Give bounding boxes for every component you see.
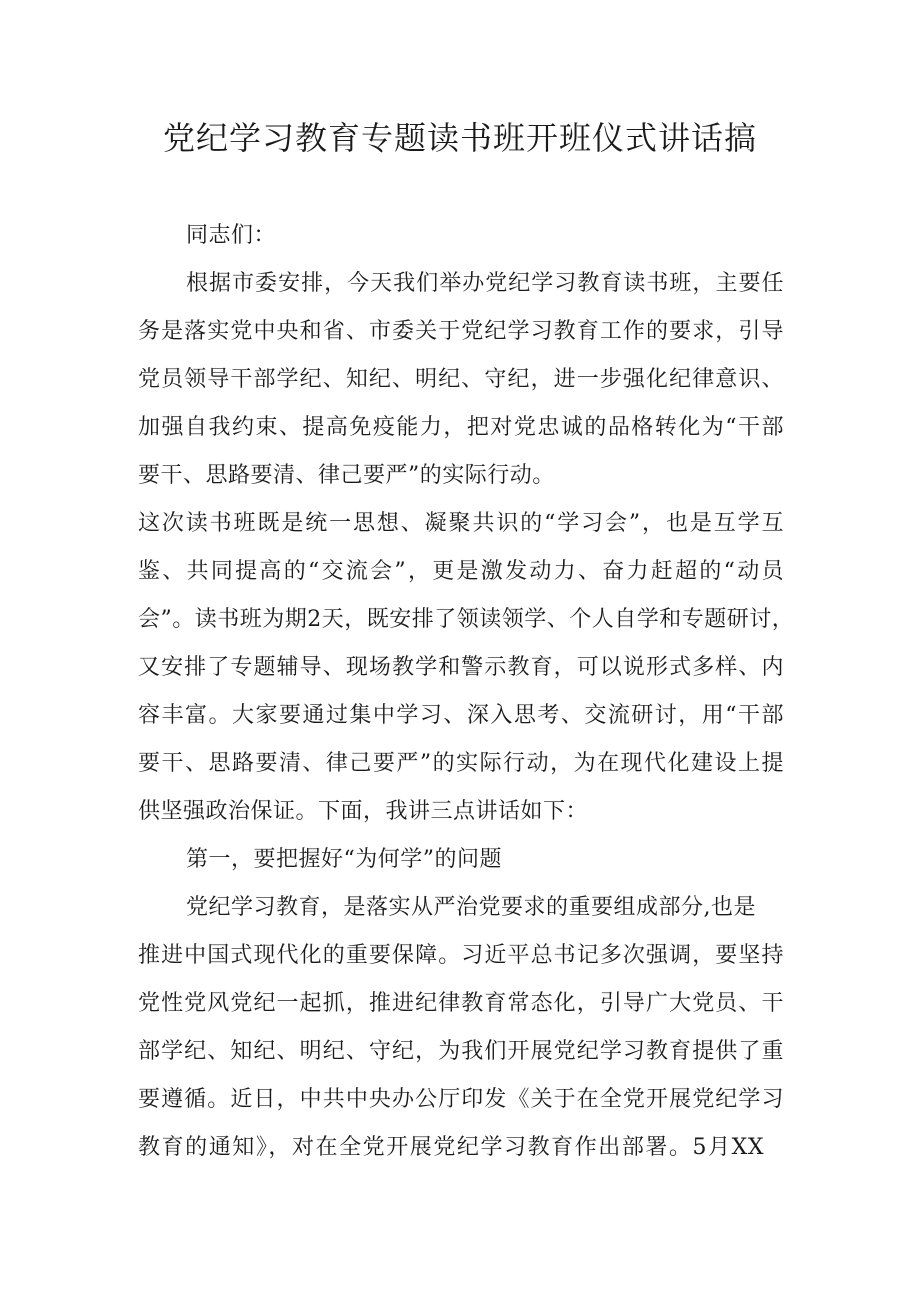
paragraph-2-line: 容丰富。大家要通过集中学习、深入思考、交流研讨，用“干部 xyxy=(138,703,784,728)
paragraph-3-line: 党性党风党纪一起抓，推进纪律教育常态化，引导广大党员、干 xyxy=(138,991,784,1016)
section-heading: 第一，要把握好“为何学”的问题 xyxy=(186,847,502,872)
paragraph-3-line: 教育的通知》，对在全党开展党纪学习教育作出部署。5月XX xyxy=(138,1135,764,1160)
salutation: 同志们： xyxy=(186,223,277,248)
paragraph-3-line: 党纪学习教育，是落实从严治党要求的重要组成部分,也是 xyxy=(186,895,756,920)
paragraph-1-line: 要干、思路要清、律己要严”的实际行动。 xyxy=(138,463,555,488)
paragraph-2-line: 会”。读书班为期2天，既安排了领读领学、个人自学和专题研讨， xyxy=(138,607,795,632)
paragraph-3-line: 要遵循。近日，中共中央办公厅印发《关于在全党开展党纪学习 xyxy=(138,1087,784,1112)
paragraph-2-line: 这次读书班既是统一思想、凝聚共识的“学习会”，也是互学互 xyxy=(138,511,784,536)
paragraph-1-line: 党员领导干部学纪、知纪、明纪、守纪，进一步强化纪律意识、 xyxy=(138,367,784,392)
paragraph-3-line: 推进中国式现代化的重要保障。习近平总书记多次强调，要坚持 xyxy=(138,943,784,968)
paragraph-2-line: 要干、思路要清、律己要严”的实际行动，为在现代化建设上提 xyxy=(138,751,784,776)
paragraph-2-line: 又安排了专题辅导、现场教学和警示教育，可以说形式多样、内 xyxy=(138,655,784,680)
paragraph-3-line: 部学纪、知纪、明纪、守纪，为我们开展党纪学习教育提供了重 xyxy=(138,1039,784,1064)
paragraph-1-line: 根据市委安排，今天我们举办党纪学习教育读书班，主要任 xyxy=(186,271,784,296)
paragraph-1-line: 加强自我约束、提高免疫能力，把对党忠诚的品格转化为“干部 xyxy=(138,415,784,440)
paragraph-1-line: 务是落实党中央和省、市委关于党纪学习教育工作的要求，引导 xyxy=(138,319,784,344)
paragraph-2-line: 鉴、共同提高的“交流会”，更是激发动力、奋力赶超的“动员 xyxy=(138,559,784,584)
paragraph-2-line: 供坚强政治保证。下面，我讲三点讲话如下： xyxy=(138,799,589,824)
document-title: 党纪学习教育专题读书班开班仪式讲话搞 xyxy=(162,119,757,157)
